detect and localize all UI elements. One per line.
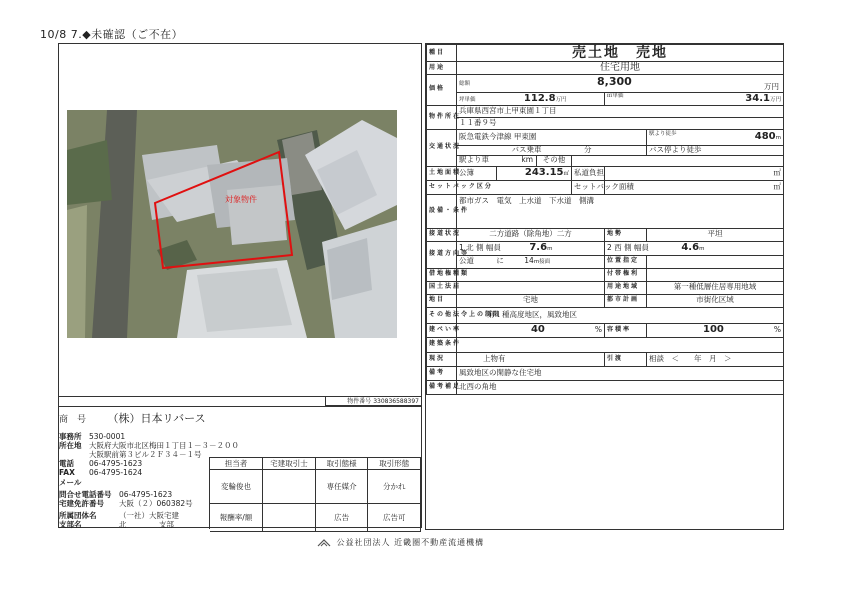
row-menseki: 土地面積 公簿 243.15㎡ 私道負担 ㎡ [427, 166, 784, 180]
row-setsudo: 接道状況 二方道路（除角地）二方 地勢 平坦 [427, 228, 784, 241]
map-area [59, 44, 421, 396]
organization-logo-icon [318, 539, 330, 547]
fax: FAX 06-4795-1624 [59, 468, 143, 477]
row-setback: セットバック区分 セットバック面積 ㎡ [427, 180, 784, 194]
company-name: （株）日本リバース [107, 412, 206, 425]
row-genkyo: 現況 上物有 引渡 相談 ＜ 年 月 ＞ [427, 352, 784, 366]
mail: メール [59, 478, 82, 487]
row-shozai: 物件所在 兵庫県西宮市上甲東園１丁目 [427, 105, 784, 117]
aerial-photo-image [67, 110, 397, 338]
address-line1: 所在地 大阪府大阪市北区梅田１丁目１－３－２００ [59, 441, 239, 450]
row-houko: 接道方向等 1 北 側 幅員 7.6m 2 西 側 幅員 4.6m [427, 241, 784, 255]
row-shubetsu: 種目 売土地 売地 [427, 45, 784, 62]
license: 宅建免許番号 大阪（２）060382号 [59, 499, 193, 508]
row-seigen: その他法令上の制限 第１種高度地区，風致地区 [427, 307, 784, 323]
association: 所属団体名 （一社）大阪宅建 [59, 511, 179, 520]
row-kakaku: 価格 総額 8,300 万円 [427, 75, 784, 93]
footer: 公益社団法人 近畿圏不動産流通機構 [318, 537, 484, 548]
company-row: 商 号 （株）日本リバース [59, 412, 206, 425]
office-zip: 事務所 530-0001 [59, 432, 126, 441]
property-label: 対象物件 [225, 195, 257, 204]
page-header: 10/8 7.◆未確認（ご不在） [40, 28, 184, 41]
row-yoto: 用途 住宅用地 [427, 62, 784, 75]
left-panel [58, 43, 422, 528]
row-shakuchi: 借地権種類 付帯権利 [427, 268, 784, 281]
aerial-photo [67, 110, 397, 338]
row-kenchiku: 建築条件 [427, 337, 784, 352]
row-kotsu: 交通状況 阪急電鉄今津線 甲東園 駅より徒歩 480m [427, 129, 784, 145]
tel: 電話 06-4795-1623 [59, 459, 143, 468]
row-kenpei: 建ぺい率 40 % 容積率 100 % [427, 323, 784, 337]
row-biko2: 備考補足 北西の角地 [427, 380, 784, 394]
row-chimoku: 地目 宅地 都市計画 市街化区域 [427, 294, 784, 307]
row-kokudo: 国土法届 用途地域 第一種低層住居専用地域 [427, 281, 784, 294]
branch: 支部名 北 支部 [59, 520, 174, 529]
bukken-number: 物件番号 330836588397 [325, 396, 421, 406]
inquiry-tel: 問合せ電話番号 06-4795-1623 [59, 490, 173, 499]
row-setsubi: 設備・条件 都市ガス 電気 上水道 下水道 側溝 [427, 194, 784, 228]
row-biko: 備考 風致地区の閑静な住宅地 [427, 366, 784, 380]
property-spec-table: 種目 売土地 売地 用途 住宅用地 価格 総額 8,300 万円 坪単価 112.8万円 ㎡単価 34.1万円 物件所在 兵庫県西宮市上甲東園１丁目 １１番９号 交通状況 阪急電鉄今津線 甲東園 駅より徒歩 480m バス乗車 分 バス停より徒歩 駅より車 km その他 土地面積 公簿 243.15㎡ 私道負担 ㎡ セットバック区分 セットバック面積 ㎡ 設備・条件 都市ガス 電気 上水道 下水道 側溝 接道状況 二方道路（除角地）二方 地勢 平坦 接道方向等 1 北 側 幅員 7.6m 2 西 側 幅員 4.6m 公道 に 14m接面 位置指定 借地権種類 付帯権利 国土法届 用途地域 第一種低層住居専用地域 地目 宅地 都市計画 市街化区域 その他法令上の制限 第１種高度地区，風致地区 建ぺい率 40 % 容積率 100 % 建築条件 現況 上物有 引渡 相談 ＜ 年 月 ＞ 備考 風致地区の閑静な住宅地 備考補足 北西の角地 [426, 44, 784, 395]
staff-table: 担当者 宅建取引士 取引態様 取引形態 変輪俊也 専任媒介 分かれ 報酬率/額 広告 広告可 [209, 457, 421, 529]
address-line2: 大阪駅前第３ビル２Ｆ３４－１号 [89, 450, 202, 459]
right-panel [425, 43, 784, 530]
